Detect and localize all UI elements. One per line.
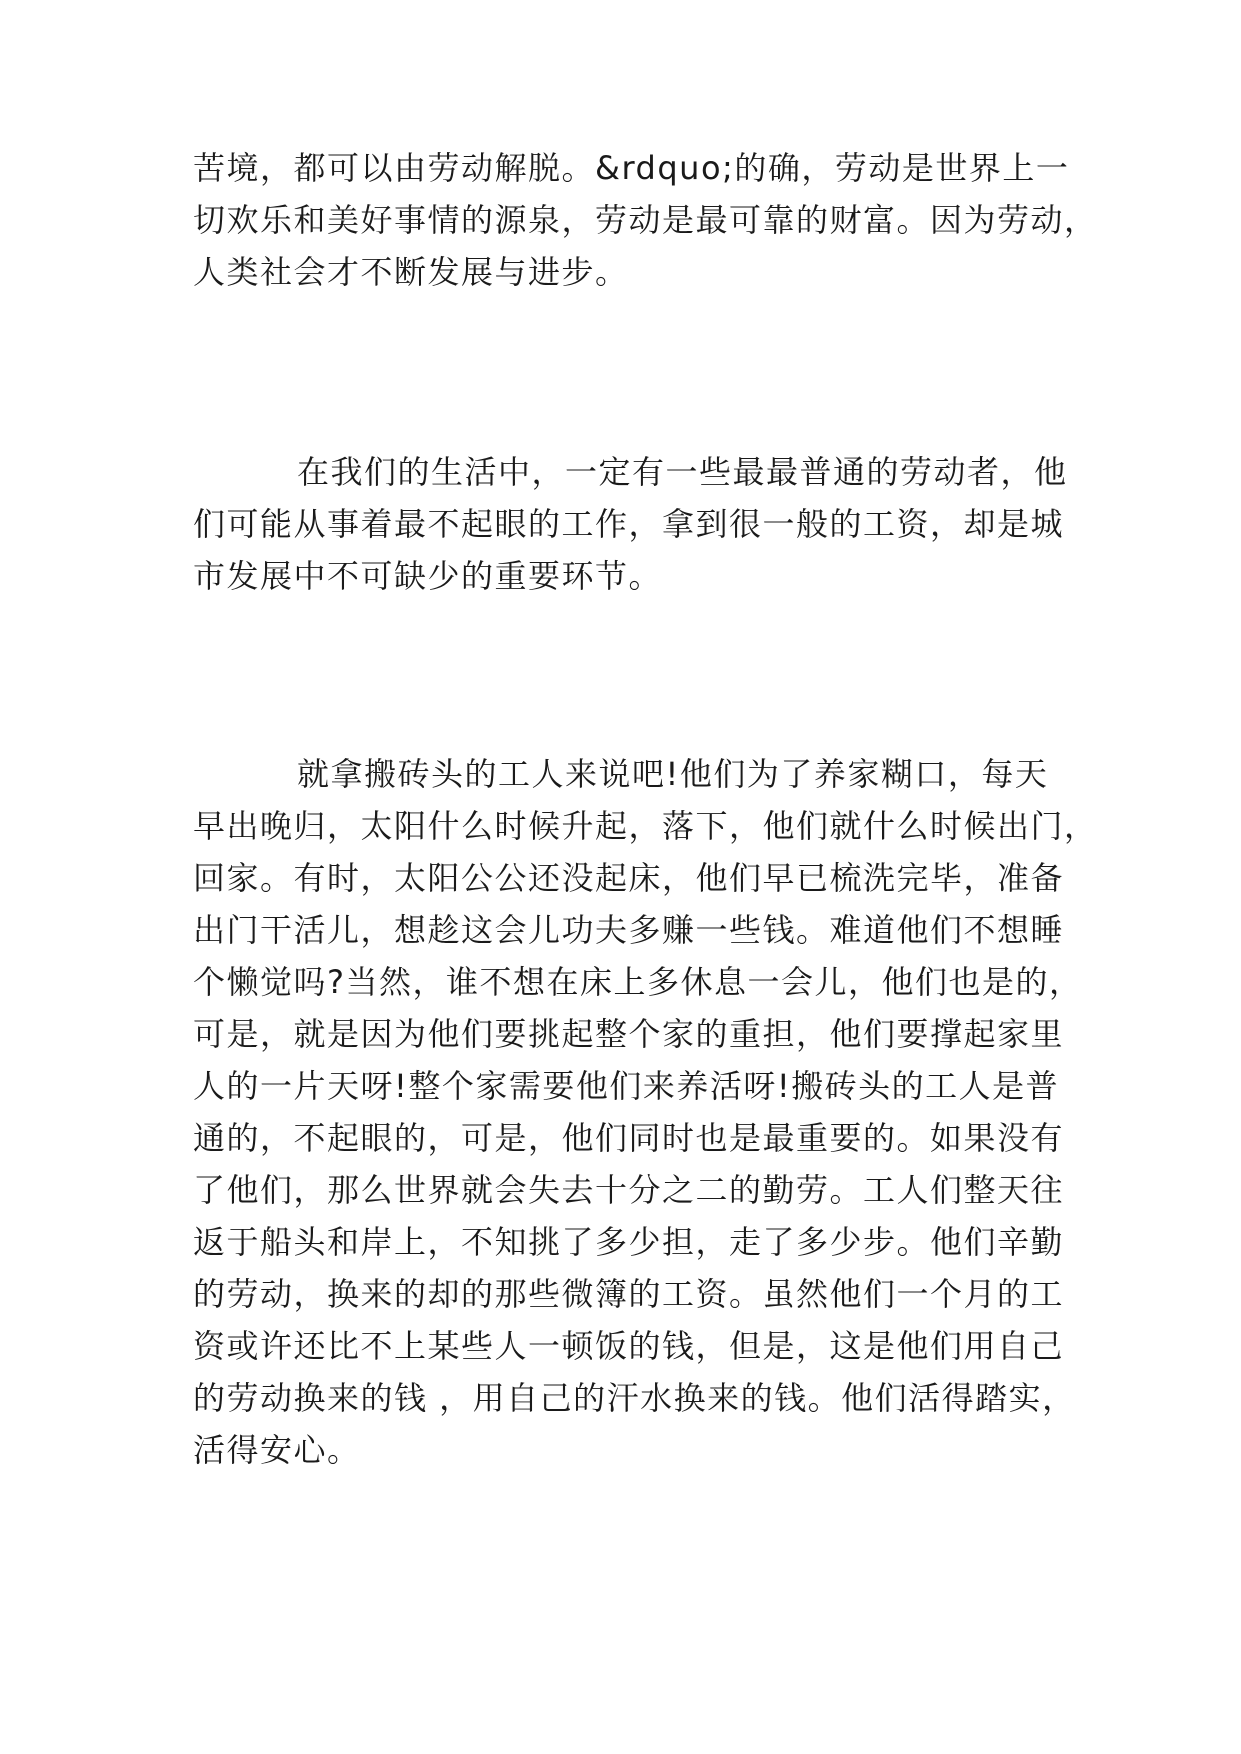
paragraph-line: 人类社会才不断发展与进步。 bbox=[193, 253, 629, 291]
paragraph-line: 了他们，那么世界就会失去十分之二的勤劳。工人们整天往 bbox=[193, 1171, 1065, 1209]
paragraph-line: 回家。有时，太阳公公还没起床，他们早已梳洗完毕，准备 bbox=[193, 859, 1065, 897]
paragraph-line: 可是，就是因为他们要挑起整个家的重担，他们要撑起家里 bbox=[193, 1015, 1065, 1053]
paragraph-line: 切欢乐和美好事情的源泉，劳动是最可靠的财富。因为劳动， bbox=[193, 201, 1098, 239]
paragraph-line: 出门干活儿，想趁这会儿功夫多赚一些钱。难道他们不想睡 bbox=[193, 911, 1065, 949]
paragraph-line: 活得安心。 bbox=[193, 1431, 361, 1469]
paragraph-line: 返于船头和岸上，不知挑了多少担，走了多少步。他们辛勤 bbox=[193, 1223, 1065, 1261]
paragraph-line: 资或许还比不上某些人一顿饭的钱，但是，这是他们用自己 bbox=[193, 1327, 1065, 1365]
paragraph-line: 在我们的生活中，一定有一些最最普通的劳动者，他 bbox=[297, 453, 1068, 491]
paragraph-line: 的劳动换来的钱 ，用自己的汗水换来的钱。他们活得踏实， bbox=[193, 1379, 1076, 1417]
paragraph-line: 人的一片天呀!整个家需要他们来养活呀!搬砖头的工人是普 bbox=[193, 1067, 1060, 1105]
paragraph-line: 早出晚归，太阳什么时候升起，落下，他们就什么时候出门， bbox=[193, 807, 1098, 845]
paragraph-line: 就拿搬砖头的工人来说吧!他们为了养家糊口，每天 bbox=[297, 755, 1049, 793]
paragraph-line: 们可能从事着最不起眼的工作，拿到很一般的工资，却是城 bbox=[193, 505, 1065, 543]
paragraph-line: 通的，不起眼的，可是，他们同时也是最重要的。如果没有 bbox=[193, 1119, 1065, 1157]
paragraph-line: 个懒觉吗?当然，谁不想在床上多休息一会儿，他们也是的， bbox=[193, 963, 1083, 1001]
paragraph-line: 市发展中不可缺少的重要环节。 bbox=[193, 557, 663, 595]
paragraph-line: 的劳动，换来的却的那些微簿的工资。虽然他们一个月的工 bbox=[193, 1275, 1065, 1313]
paragraph-line: 苦境，都可以由劳动解脱。&rdquo;的确，劳动是世界上一 bbox=[193, 149, 1070, 187]
